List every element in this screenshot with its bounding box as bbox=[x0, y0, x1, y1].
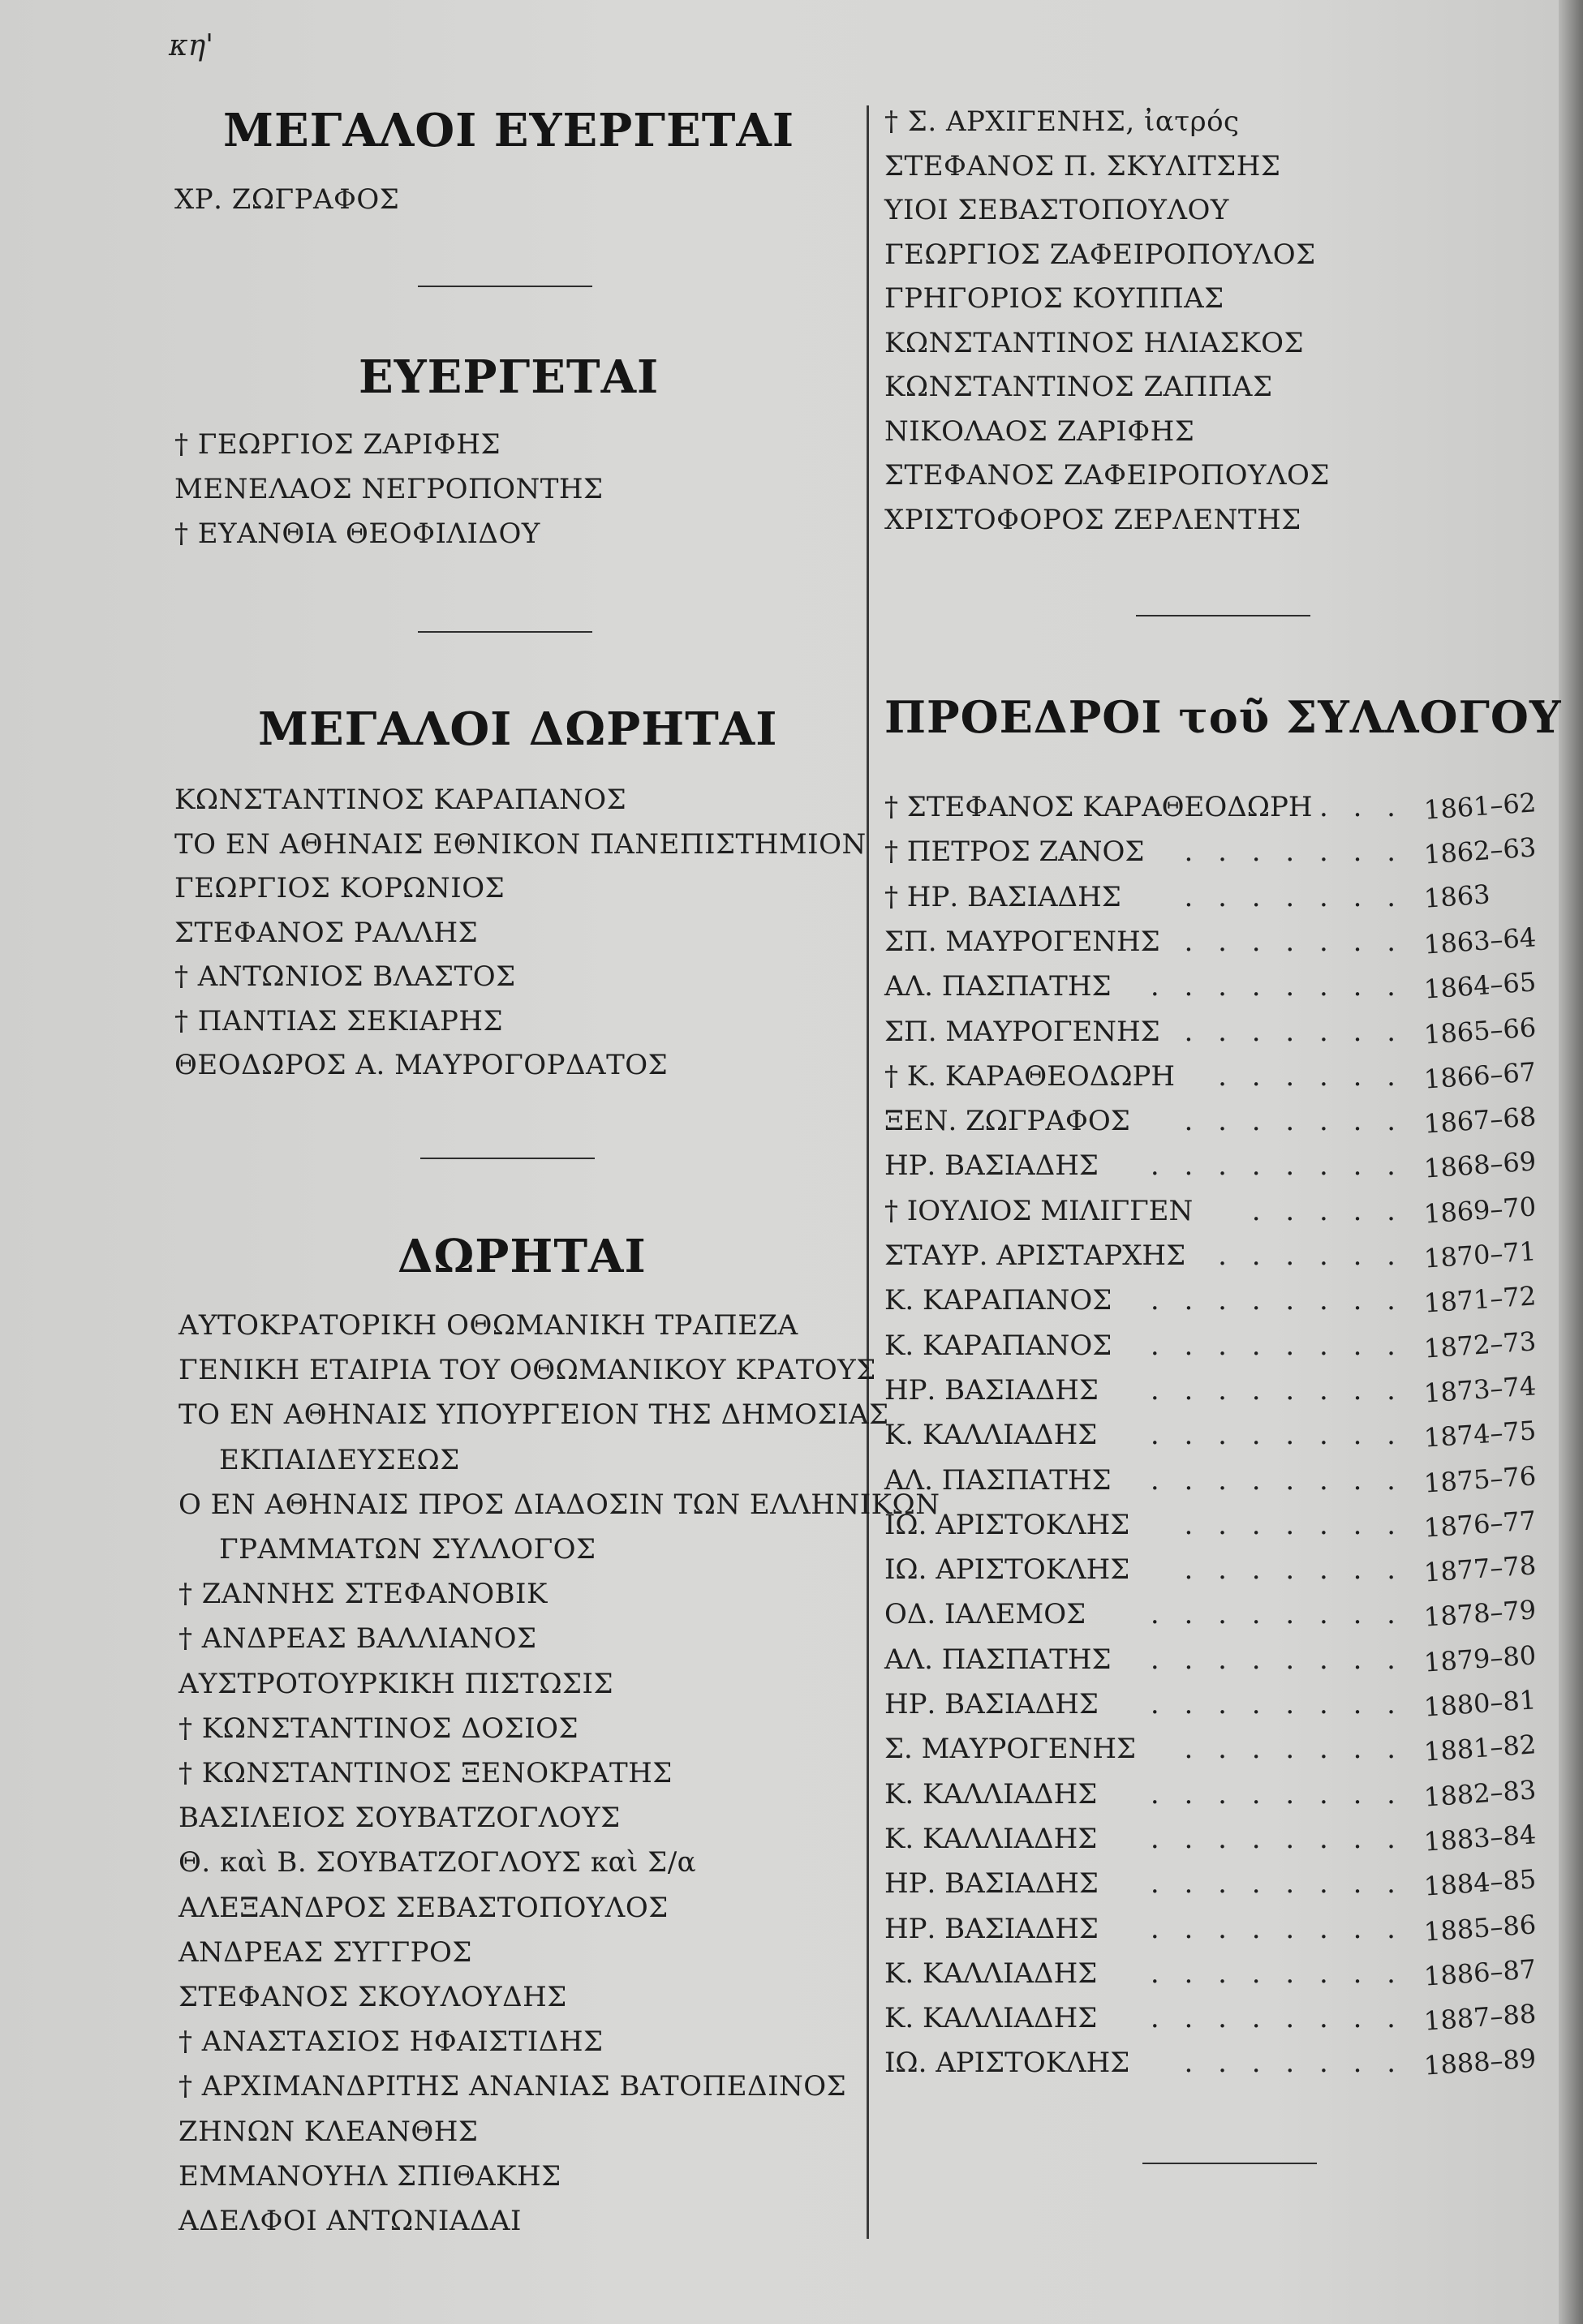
president-name: Σ. ΜΑΥΡΟΓΕΝΗΣ bbox=[884, 1733, 1137, 1766]
heading-megaloi-euergetai: ΜΕΓΑΛΟΙ ΕΥΕΡΓΕΤΑΙ bbox=[223, 104, 795, 157]
president-name: Κ. ΚΑΛΛΙΑΔΗΣ bbox=[884, 1957, 1098, 1990]
president-years: 1873–74 bbox=[1422, 1370, 1538, 1409]
list-item: ΕΚΠΑΙΔΕΥΣΕΩΣ bbox=[219, 1443, 460, 1476]
dot-leader: . . . . . . . . bbox=[1150, 1912, 1404, 1945]
dot-leader: . . . . . . . . bbox=[1150, 1777, 1404, 1811]
dot-leader: . . . . . . . . bbox=[1150, 970, 1404, 1003]
dot-leader: . . . . . . . bbox=[1184, 836, 1404, 869]
dot-leader: . . . . . . . bbox=[1184, 925, 1404, 958]
president-name: ΗΡ. ΒΑΣΙΑΔΗΣ bbox=[884, 1373, 1099, 1407]
list-item: † ΠΑΝΤΙΑΣ ΣΕΚΙΑΡΗΣ bbox=[174, 1004, 504, 1037]
list-item: † ΚΩΝΣΤΑΝΤΙΝΟΣ ΞΕΝΟΚΡΑΤΗΣ bbox=[179, 1757, 673, 1789]
president-row bbox=[884, 1145, 1538, 1190]
dot-leader: . . . . . . . . bbox=[1150, 1643, 1404, 1676]
president-name: ΣΠ. ΜΑΥΡΟΓΕΝΗΣ bbox=[884, 925, 1160, 958]
president-row bbox=[884, 1908, 1538, 1953]
list-item: ΧΡ. ΖΩΓΡΑΦΟΣ bbox=[174, 183, 400, 216]
heading-megaloi-dorhtai: ΜΕΓΑΛΟΙ ΔΩΡΗΤΑΙ bbox=[258, 702, 778, 756]
president-years: 1887–88 bbox=[1422, 1998, 1538, 2037]
list-item: ΤΟ ΕΝ ΑΘΗΝΑΙΣ ΕΘΝΙΚΟΝ ΠΑΝΕΠΙΣΤΗΜΙΟΝ bbox=[174, 827, 867, 861]
dot-leader: . . . . . . . . bbox=[1150, 1463, 1404, 1497]
dot-leader: . . . . . . . bbox=[1184, 1015, 1404, 1048]
section-rule bbox=[420, 1158, 595, 1159]
president-row bbox=[884, 1773, 1538, 1819]
president-name: ΗΡ. ΒΑΣΙΑΔΗΣ bbox=[884, 1912, 1099, 1945]
president-years: 1875–76 bbox=[1422, 1459, 1538, 1499]
president-row bbox=[884, 1459, 1538, 1505]
president-years: 1876–77 bbox=[1422, 1505, 1538, 1544]
president-row bbox=[884, 1998, 1538, 2043]
president-row bbox=[884, 1280, 1538, 1325]
dot-leader: . . . . . . bbox=[1218, 1059, 1404, 1093]
president-name: Κ. ΚΑΛΛΙΑΔΗΣ bbox=[884, 2002, 1098, 2035]
president-name: † Κ. ΚΑΡΑΘΕΟΔΩΡΗ bbox=[884, 1059, 1176, 1093]
president-name: Κ. ΚΑΛΛΙΑΔΗΣ bbox=[884, 1822, 1098, 1855]
president-name: ΣΠ. ΜΑΥΡΟΓΕΝΗΣ bbox=[884, 1015, 1160, 1048]
dot-leader: . . . . . . . bbox=[1184, 1508, 1404, 1541]
president-row bbox=[884, 921, 1538, 966]
list-item: ΣΤΕΦΑΝΟΣ Π. ΣΚΥΛΙΤΣΗΣ bbox=[884, 149, 1281, 183]
president-years: 1886–87 bbox=[1422, 1953, 1538, 1992]
list-item: † ΑΡΧΙΜΑΝΔΡΙΤΗΣ ΑΝΑΝΙΑΣ ΒΑΤΟΠΕΔΙΝΟΣ bbox=[179, 2070, 847, 2103]
president-years: 1871–72 bbox=[1422, 1280, 1538, 1320]
page-number: κη' bbox=[169, 29, 214, 62]
list-item: ΒΑΣΙΛΕΙΟΣ ΣΟΥΒΑΤΖΟΓΛΟΥΣ bbox=[179, 1802, 621, 1835]
president-years: 1880–81 bbox=[1422, 1684, 1538, 1723]
president-years: 1877–78 bbox=[1422, 1549, 1538, 1588]
president-years: 1866–67 bbox=[1422, 1056, 1538, 1095]
president-years: 1865–66 bbox=[1422, 1011, 1538, 1050]
list-item: ΑΝΔΡΕΑΣ ΣΥΓΓΡΟΣ bbox=[179, 1935, 472, 1969]
list-item: ΤΟ ΕΝ ΑΘΗΝΑΙΣ ΥΠΟΥΡΓΕΙΟΝ ΤΗΣ ΔΗΜΟΣΙΑΣ bbox=[179, 1398, 889, 1432]
list-item: Θ. καὶ Β. ΣΟΥΒΑΤΖΟΓΛΟΥΣ καὶ Σ/α bbox=[179, 1846, 697, 1879]
dot-leader: . . . . . . . bbox=[1184, 1105, 1404, 1138]
president-name: ΗΡ. ΒΑΣΙΑΔΗΣ bbox=[884, 1867, 1099, 1901]
president-row bbox=[884, 878, 1534, 921]
president-row bbox=[884, 1953, 1538, 1998]
president-name: ΑΛ. ΠΑΣΠΑΤΗΣ bbox=[884, 1463, 1112, 1497]
list-item: ΜΕΝΕΛΑΟΣ ΝΕΓΡΟΠΟΝΤΗΣ bbox=[174, 473, 604, 505]
dot-leader: . . . . . . . . bbox=[1150, 1822, 1404, 1855]
president-row bbox=[884, 1639, 1538, 1684]
president-row bbox=[884, 1325, 1538, 1370]
dot-leader: . . . . . . bbox=[1218, 1239, 1404, 1272]
president-years: 1882–83 bbox=[1422, 1773, 1538, 1813]
list-item: ΑΥΤΟΚΡΑΤΟΡΙΚΗ ΟΘΩΜΑΝΙΚΗ ΤΡΑΠΕΖΑ bbox=[179, 1309, 798, 1342]
president-name: † ΠΕΤΡΟΣ ΖΑΝΟΣ bbox=[884, 836, 1145, 869]
president-name: † ΙΟΥΛΙΟΣ ΜΙΛΙΓΓΕΝ bbox=[884, 1194, 1194, 1227]
list-item: ΓΡΗΓΟΡΙΟΣ ΚΟΥΠΠΑΣ bbox=[884, 282, 1224, 315]
dot-leader: . . . . . . . . bbox=[1150, 1598, 1404, 1631]
president-name: Κ. ΚΑΛΛΙΑΔΗΣ bbox=[884, 1419, 1098, 1452]
president-row bbox=[884, 831, 1538, 876]
president-name: ΗΡ. ΒΑΣΙΑΔΗΣ bbox=[884, 1688, 1099, 1720]
president-years: 1863–64 bbox=[1422, 921, 1538, 960]
dot-leader: . . . . . . . . bbox=[1150, 1867, 1404, 1901]
list-item: † ΓΕΩΡΓΙΟΣ ΖΑΡΙΦΗΣ bbox=[174, 428, 501, 461]
president-name: ΞΕΝ. ΖΩΓΡΑΦΟΣ bbox=[884, 1105, 1130, 1138]
president-row bbox=[884, 1235, 1538, 1280]
dot-leader: . . . . . . . . bbox=[1150, 1688, 1404, 1720]
president-row bbox=[884, 1729, 1538, 1773]
president-name: ΑΛ. ΠΑΣΠΑΤΗΣ bbox=[884, 970, 1112, 1003]
list-item: ΕΜΜΑΝΟΥΗΛ ΣΠΙΘΑΚΗΣ bbox=[179, 2159, 561, 2193]
president-row bbox=[884, 1819, 1538, 1863]
list-item: Ο ΕΝ ΑΘΗΝΑΙΣ ΠΡΟΣ ΔΙΑΔΟΣΙΝ ΤΩΝ ΕΛΛΗΝΙΚΩΝ bbox=[179, 1488, 940, 1521]
president-name: ΣΤΑΥΡ. ΑΡΙΣΤΑΡΧΗΣ bbox=[884, 1239, 1186, 1272]
president-row bbox=[884, 1101, 1538, 1145]
list-item: ΚΩΝΣΤΑΝΤΙΝΟΣ ΗΛΙΑΣΚΟΣ bbox=[884, 326, 1304, 359]
list-item: ΝΙΚΟΛΑΟΣ ΖΑΡΙΦΗΣ bbox=[884, 415, 1195, 448]
dot-leader: . . . . . . . . bbox=[1150, 1149, 1404, 1183]
list-item: † ΑΝΤΩΝΙΟΣ ΒΛΑΣΤΟΣ bbox=[174, 960, 516, 993]
dot-leader: . . . . . . . . bbox=[1150, 1419, 1404, 1452]
list-item: † ΚΩΝΣΤΑΝΤΙΝΟΣ ΔΟΣΙΟΣ bbox=[179, 1712, 579, 1745]
president-name: † ΗΡ. ΒΑΣΙΑΔΗΣ bbox=[884, 880, 1121, 913]
president-years: 1863 bbox=[1422, 878, 1491, 914]
section-rule bbox=[418, 631, 592, 633]
president-row bbox=[884, 1056, 1538, 1101]
list-item: ΓΕΩΡΓΙΟΣ ΚΟΡΩΝΙΟΣ bbox=[174, 872, 505, 904]
dot-leader: . . . . . . . . bbox=[1150, 2002, 1404, 2035]
dot-leader: . . . . . . . . bbox=[1150, 1373, 1404, 1407]
dot-leader: . . . . . . . bbox=[1184, 880, 1404, 913]
list-item: † ΑΝΑΣΤΑΣΙΟΣ ΗΦΑΙΣΤΙΔΗΣ bbox=[179, 2025, 604, 2059]
list-item: † ΑΝΔΡΕΑΣ ΒΑΛΛΙΑΝΟΣ bbox=[179, 1622, 537, 1656]
president-name: ΟΔ. ΙΑΛΕΜΟΣ bbox=[884, 1598, 1086, 1631]
list-item: ΓΕΝΙΚΗ ΕΤΑΙΡΙΑ ΤΟΥ ΟΘΩΜΑΝΙΚΟΥ ΚΡΑΤΟΥΣ bbox=[179, 1354, 876, 1387]
list-item: † Σ. ΑΡΧΙΓΕΝΗΣ, ἰατρός bbox=[884, 105, 1240, 138]
list-item: ΚΩΝΣΤΑΝΤΙΝΟΣ ΚΑΡΑΠΑΝΟΣ bbox=[174, 784, 627, 816]
heading-dorhtai: ΔΩΡΗΤΑΙ bbox=[398, 1230, 647, 1283]
president-row bbox=[884, 1684, 1538, 1729]
president-row bbox=[884, 1415, 1538, 1459]
dot-leader: . . . . . bbox=[1251, 1194, 1404, 1227]
president-name: Κ. ΚΑΛΛΙΑΔΗΣ bbox=[884, 1777, 1098, 1811]
president-years: 1881–82 bbox=[1422, 1729, 1538, 1768]
president-row bbox=[884, 1594, 1538, 1639]
president-years: 1862–63 bbox=[1422, 831, 1538, 871]
president-name: ΙΩ. ΑΡΙΣΤΟΚΛΗΣ bbox=[884, 1508, 1130, 1541]
column-divider bbox=[867, 105, 869, 2239]
president-years: 1878–79 bbox=[1422, 1594, 1538, 1634]
president-years: 1869–70 bbox=[1422, 1190, 1538, 1230]
president-row bbox=[884, 787, 1538, 831]
dot-leader: . . . . . . . bbox=[1184, 2047, 1404, 2080]
dot-leader: . . . . . . . bbox=[1184, 1733, 1404, 1766]
president-row bbox=[884, 1505, 1538, 1549]
president-row bbox=[884, 1011, 1538, 1056]
president-row bbox=[884, 1190, 1538, 1235]
list-item: ΚΩΝΣΤΑΝΤΙΝΟΣ ΖΑΠΠΑΣ bbox=[884, 371, 1273, 403]
dot-leader: . . . . . . . . bbox=[1150, 1957, 1404, 1990]
president-name: † ΣΤΕΦΑΝΟΣ ΚΑΡΑΘΕΟΔΩΡΗ bbox=[884, 791, 1313, 823]
list-item: † ΕΥΑΝΘΙΑ ΘΕΟΦΙΛΙΔΟΥ bbox=[174, 518, 540, 550]
list-item: ΑΔΕΛΦΟΙ ΑΝΤΩΝΙΑΔΑΙ bbox=[179, 2205, 522, 2237]
list-item: ΧΡΙΣΤΟΦΟΡΟΣ ΖΕΡΛΕΝΤΗΣ bbox=[884, 503, 1301, 536]
list-item: ΘΕΟΔΩΡΟΣ Α. ΜΑΥΡΟΓΟΡΔΑΤΟΣ bbox=[174, 1049, 669, 1081]
president-row bbox=[884, 966, 1538, 1011]
president-name: Κ. ΚΑΡΑΠΑΝΟΣ bbox=[884, 1284, 1112, 1317]
president-name: ΙΩ. ΑΡΙΣΤΟΚΛΗΣ bbox=[884, 1553, 1130, 1587]
president-years: 1888–89 bbox=[1422, 2043, 1538, 2082]
list-item: ΓΕΩΡΓΙΟΣ ΖΑΦΕΙΡΟΠΟΥΛΟΣ bbox=[884, 238, 1316, 271]
list-item: ΣΤΕΦΑΝΟΣ ΡΑΛΛΗΣ bbox=[174, 916, 479, 949]
page-edge-shadow bbox=[1559, 0, 1583, 2324]
president-years: 1872–73 bbox=[1422, 1325, 1538, 1364]
president-name: ΙΩ. ΑΡΙΣΤΟΚΛΗΣ bbox=[884, 2047, 1130, 2080]
president-years: 1885–86 bbox=[1422, 1908, 1538, 1948]
list-item: ΖΗΝΩΝ ΚΛΕΑΝΘΗΣ bbox=[179, 2115, 479, 2148]
president-name: Κ. ΚΑΡΑΠΑΝΟΣ bbox=[884, 1329, 1112, 1362]
list-item: ΣΤΕΦΑΝΟΣ ΖΑΦΕΙΡΟΠΟΥΛΟΣ bbox=[884, 459, 1330, 492]
dot-leader: . . . . . . . bbox=[1184, 1553, 1404, 1587]
heading-euergetai: ΕΥΕΡΓΕΤΑΙ bbox=[359, 350, 660, 404]
president-years: 1883–84 bbox=[1422, 1819, 1538, 1858]
list-item: ΑΛΕΞΑΝΔΡΟΣ ΣΕΒΑΣΤΟΠΟΥΛΟΣ bbox=[179, 1891, 669, 1924]
president-years: 1874–75 bbox=[1422, 1415, 1538, 1454]
president-years: 1884–85 bbox=[1422, 1863, 1538, 1902]
president-years: 1870–71 bbox=[1422, 1235, 1538, 1274]
president-name: ΑΛ. ΠΑΣΠΑΤΗΣ bbox=[884, 1643, 1112, 1676]
president-row bbox=[884, 1549, 1538, 1594]
president-years: 1867–68 bbox=[1422, 1101, 1538, 1140]
section-rule bbox=[418, 286, 592, 287]
president-years: 1861–62 bbox=[1422, 787, 1538, 826]
president-row bbox=[884, 1863, 1538, 1908]
president-years: 1864–65 bbox=[1422, 966, 1538, 1005]
list-item: † ΖΑΝΝΗΣ ΣΤΕΦΑΝΟΒΙΚ bbox=[179, 1578, 548, 1611]
president-name: ΗΡ. ΒΑΣΙΑΔΗΣ bbox=[884, 1149, 1099, 1183]
president-years: 1868–69 bbox=[1422, 1145, 1538, 1185]
president-years: 1879–80 bbox=[1422, 1639, 1538, 1678]
section-rule bbox=[1136, 615, 1310, 616]
heading-proedroi: ΠΡΟΕΔΡΟΙ τοῦ ΣΥΛΛΟΓΟΥ bbox=[884, 691, 1562, 743]
list-item: ΥΙΟΙ ΣΕΒΑΣΤΟΠΟΥΛΟΥ bbox=[884, 194, 1229, 226]
dot-leader: . . . . . . . . bbox=[1150, 1284, 1404, 1317]
dot-leader: . . . . . . . . bbox=[1150, 1329, 1404, 1362]
list-item: ΓΡΑΜΜΑΤΩΝ ΣΥΛΛΟΓΟΣ bbox=[219, 1533, 596, 1566]
list-item: ΣΤΕΦΑΝΟΣ ΣΚΟΥΛΟΥΔΗΣ bbox=[179, 1981, 567, 2013]
president-row bbox=[884, 2043, 1538, 2087]
section-rule bbox=[1142, 2163, 1317, 2164]
list-item: ΑΥΣΤΡΟΤΟΥΡΚΙΚΗ ΠΙΣΤΩΣΙΣ bbox=[179, 1667, 614, 1700]
dot-leader: . . . bbox=[1318, 791, 1404, 823]
president-row bbox=[884, 1370, 1538, 1415]
